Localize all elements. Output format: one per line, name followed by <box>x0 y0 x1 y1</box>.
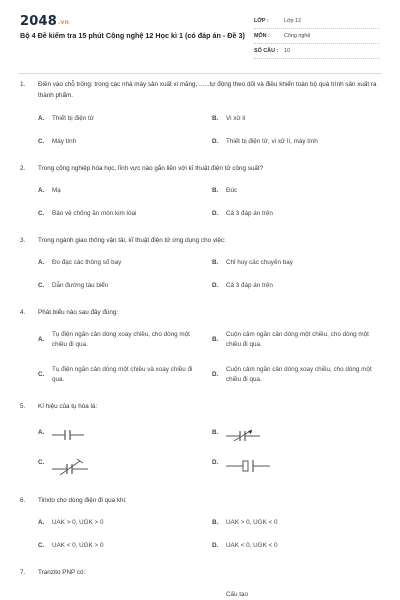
q2-option-c[interactable]: C. Bảo vệ chống ăn mòn kim loại <box>38 210 137 217</box>
q5-option-a[interactable]: A. <box>38 428 118 442</box>
trimmer-capacitor-symbol-icon <box>52 458 90 476</box>
question-3: 3. Trong ngành giao thông vận tải, kĩ thuật điện tử ứng dụng cho việc: <box>20 237 226 244</box>
question-5: 5. Kí hiệu của tụ hóa là: <box>20 403 98 410</box>
q5-option-d[interactable]: D. <box>212 458 292 474</box>
q1-option-d[interactable]: D. Thiết bị điện tử, vi xử lí, máy tính <box>212 138 318 145</box>
q1-option-c[interactable]: C. Máy tính <box>38 138 77 145</box>
q3-option-c[interactable]: C. Dẫn đường tàu biển <box>38 282 109 289</box>
question-7: 7. Tranzito PNP có: <box>20 569 86 576</box>
meta-row-class: LỚP : Lớp 12 <box>254 14 380 29</box>
q6-option-d[interactable]: D. UAK < 0, UGK < 0 <box>212 542 278 549</box>
q1-option-b[interactable]: B. Vi xử lí <box>212 115 246 122</box>
q6-option-c[interactable]: C. UAK < 0, UGK > 0 <box>38 542 104 549</box>
q7-partial-text: Cấu tạo <box>226 591 249 598</box>
q6-option-a[interactable]: A. UAK > 0, UGK > 0 <box>38 519 104 526</box>
q6-option-b[interactable]: B. UAK > 0, UGK < 0 <box>212 519 278 526</box>
q5-option-b[interactable]: B. <box>212 428 292 442</box>
q4-option-d[interactable]: D. Cuộn cảm ngăn cản dòng xoay chiều, cho dòng một chiều đi qua. <box>212 366 372 383</box>
meta-row-count: SỐ CÂU : 10 <box>254 44 380 59</box>
q3-option-a[interactable]: A. Đo đạc các thông số bay <box>38 259 122 266</box>
site-logo[interactable]: 2048.vn <box>20 14 70 29</box>
q3-option-d[interactable]: D. Cả 3 đáp án trên <box>212 282 273 289</box>
meta-table <box>254 14 380 59</box>
question-6: 6. Tirixto cho dòng điện đi qua khi: <box>20 497 127 504</box>
q2-option-a[interactable]: A. Mạ <box>38 187 61 194</box>
question-2: 2. Trong công nghiệp hóa học, lĩnh vực nào gắn liền với kĩ thuật điện tử công suất? <box>20 165 264 172</box>
q3-option-b[interactable]: B. Chỉ huy các chuyến bay <box>212 259 293 266</box>
q5-option-c[interactable]: C. <box>38 458 118 476</box>
document-header <box>0 0 400 72</box>
variable-capacitor-symbol-icon <box>226 428 262 442</box>
q4-option-b[interactable]: B. Cuộn cảm ngăn cản dòng một chiều, cho dòng một chiều đi qua. <box>212 331 369 348</box>
q2-option-b[interactable]: B. Đúc <box>212 187 238 194</box>
q1-option-a[interactable]: A. Thiết bị điện tử <box>38 115 95 122</box>
meta-row-subject: MÔN : Công nghệ <box>254 29 380 44</box>
q4-option-a[interactable]: A. Tụ điện ngăn cản dòng xoay chiều, cho dòng một chiều đi qua. <box>38 331 190 348</box>
q4-option-c[interactable]: C. Tụ điện ngăn cản dòng một chiều và xoay chiều đi qua. <box>38 366 193 383</box>
header-divider <box>18 73 382 74</box>
question-4: 4. Phát biểu nào sau đây đúng: <box>20 309 119 316</box>
q2-option-d[interactable]: D. Cả 3 đáp án trên <box>212 210 273 217</box>
question-1: 1. Điền vào chỗ trống: trong các nhà máy sản xuất xi măng, ......tự động theo dõi và điều khiển toàn bộ quá trình sản xuất ra thành phẩm. <box>20 81 377 99</box>
electrolytic-capacitor-symbol-icon <box>226 458 272 474</box>
page-title: Bộ 4 Đề kiểm tra 15 phút Công nghệ 12 Học kì 1 (có đáp án - Đề 3) <box>20 31 245 40</box>
capacitor-symbol-icon <box>52 428 86 442</box>
